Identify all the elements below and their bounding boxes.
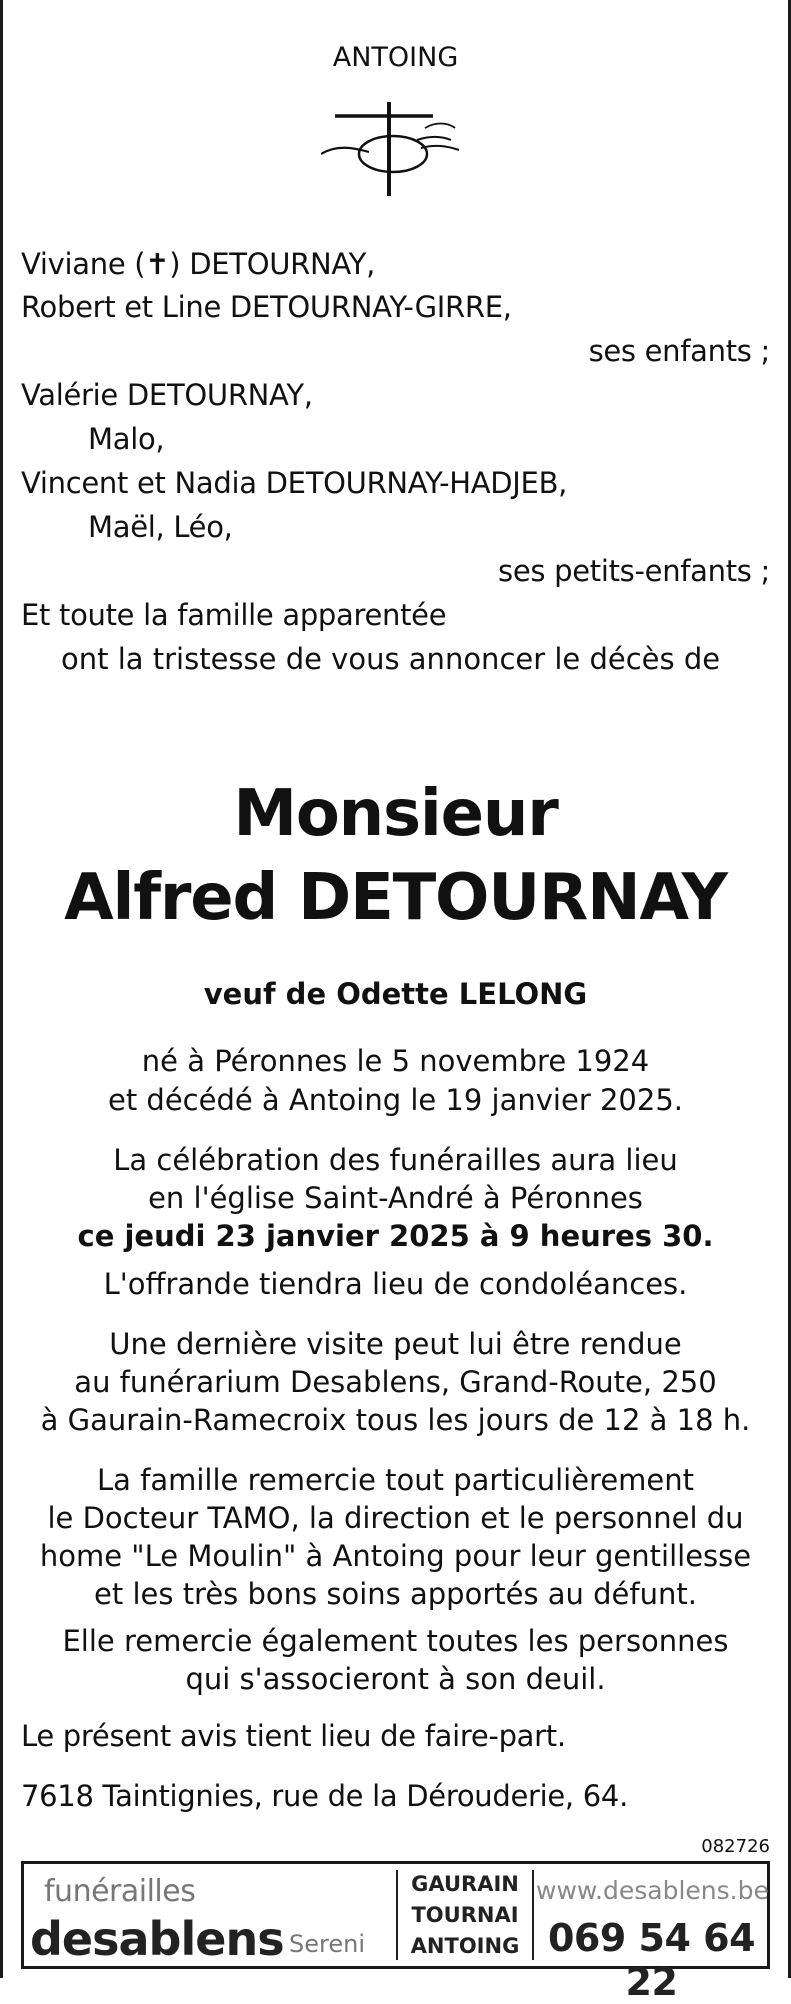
- visit-line-2: au funérarium Desablens, Grand-Route, 250: [74, 1365, 717, 1399]
- family-line-5: Vincent et Nadia DETOURNAY-HADJEB,: [21, 466, 568, 500]
- location-3: ANTOING: [410, 1934, 520, 1958]
- visit-line-3: à Gaurain-Ramecroix tous les jours de 12 à 18 h.: [40, 1403, 751, 1437]
- brand-block: [24, 1864, 394, 1966]
- phone-number[interactable]: 069 54 64 22: [547, 1916, 756, 2004]
- children-label: ses enfants ;: [588, 334, 770, 368]
- thanks-line-3: home "Le Moulin" à Antoing pour leur gentillesse: [39, 1539, 752, 1573]
- website-link[interactable]: www.desablens.be: [536, 1876, 769, 1905]
- location-2: TOURNAI: [411, 1903, 519, 1927]
- divider: [396, 1870, 398, 1960]
- thanks-line-5: Elle remercie également toutes les personnes: [62, 1624, 729, 1658]
- deceased-title: Monsieur: [233, 777, 558, 851]
- cross-sunset-icon: [321, 100, 481, 200]
- family-line-3: Valérie DETOURNAY,: [21, 378, 313, 412]
- locations-block: [400, 1864, 530, 1966]
- thanks-line-1: La famille remercie tout particulièrement: [96, 1463, 695, 1497]
- offering-note: L'offrande tiendra lieu de condoléances.: [103, 1267, 688, 1301]
- visit-line-1: Une dernière visite peut lui être rendue: [109, 1327, 682, 1361]
- family-line-4: Malo,: [88, 422, 165, 456]
- family-line-1: Viviane (✝) DETOURNAY,: [21, 247, 376, 281]
- birth-info: né à Péronnes le 5 novembre 1924: [141, 1044, 650, 1078]
- brand-top: funérailles: [44, 1874, 196, 1909]
- funeral-datetime: ce jeudi 23 janvier 2025 à 9 heures 30.: [77, 1219, 714, 1253]
- family-line-6: Maël, Léo,: [88, 510, 233, 544]
- family-line-2: Robert et Line DETOURNAY-GIRRE,: [21, 290, 512, 324]
- family-address: 7618 Taintignies, rue de la Dérouderie, 64.: [21, 1779, 628, 1813]
- thanks-line-4: et les très bons soins apportés au défunt.: [94, 1577, 697, 1611]
- brand-sub: Sereni: [289, 1930, 365, 1958]
- notice-line: Le présent avis tient lieu de faire-part.: [21, 1719, 566, 1753]
- divider: [532, 1870, 534, 1960]
- reference-number: 082726: [701, 1836, 770, 1857]
- location-1: GAURAIN: [411, 1872, 519, 1896]
- thanks-line-6: qui s'associeront à son deuil.: [185, 1662, 606, 1696]
- funeral-home-banner: [21, 1861, 770, 2004]
- grandchildren-label: ses petits-enfants ;: [498, 554, 770, 588]
- town-header: ANTOING: [332, 42, 459, 73]
- funeral-line-2: en l'église Saint-André à Péronnes: [148, 1181, 643, 1215]
- deceased-name: Alfred DETOURNAY: [64, 861, 727, 935]
- thanks-line-2: le Docteur TAMO, la direction et le personnel du: [47, 1501, 744, 1535]
- family-line-7: Et toute la famille apparentée: [21, 598, 447, 632]
- announcement: ont la tristesse de vous annoncer le décès de: [61, 642, 721, 676]
- funeral-line-1: La célébration des funérailles aura lieu: [113, 1143, 678, 1177]
- widow-of: veuf de Odette LELONG: [203, 977, 588, 1011]
- contact-block: [536, 1864, 769, 2004]
- brand-main: desablens: [30, 1912, 284, 1966]
- death-info: et décédé à Antoing le 19 janvier 2025.: [108, 1083, 683, 1117]
